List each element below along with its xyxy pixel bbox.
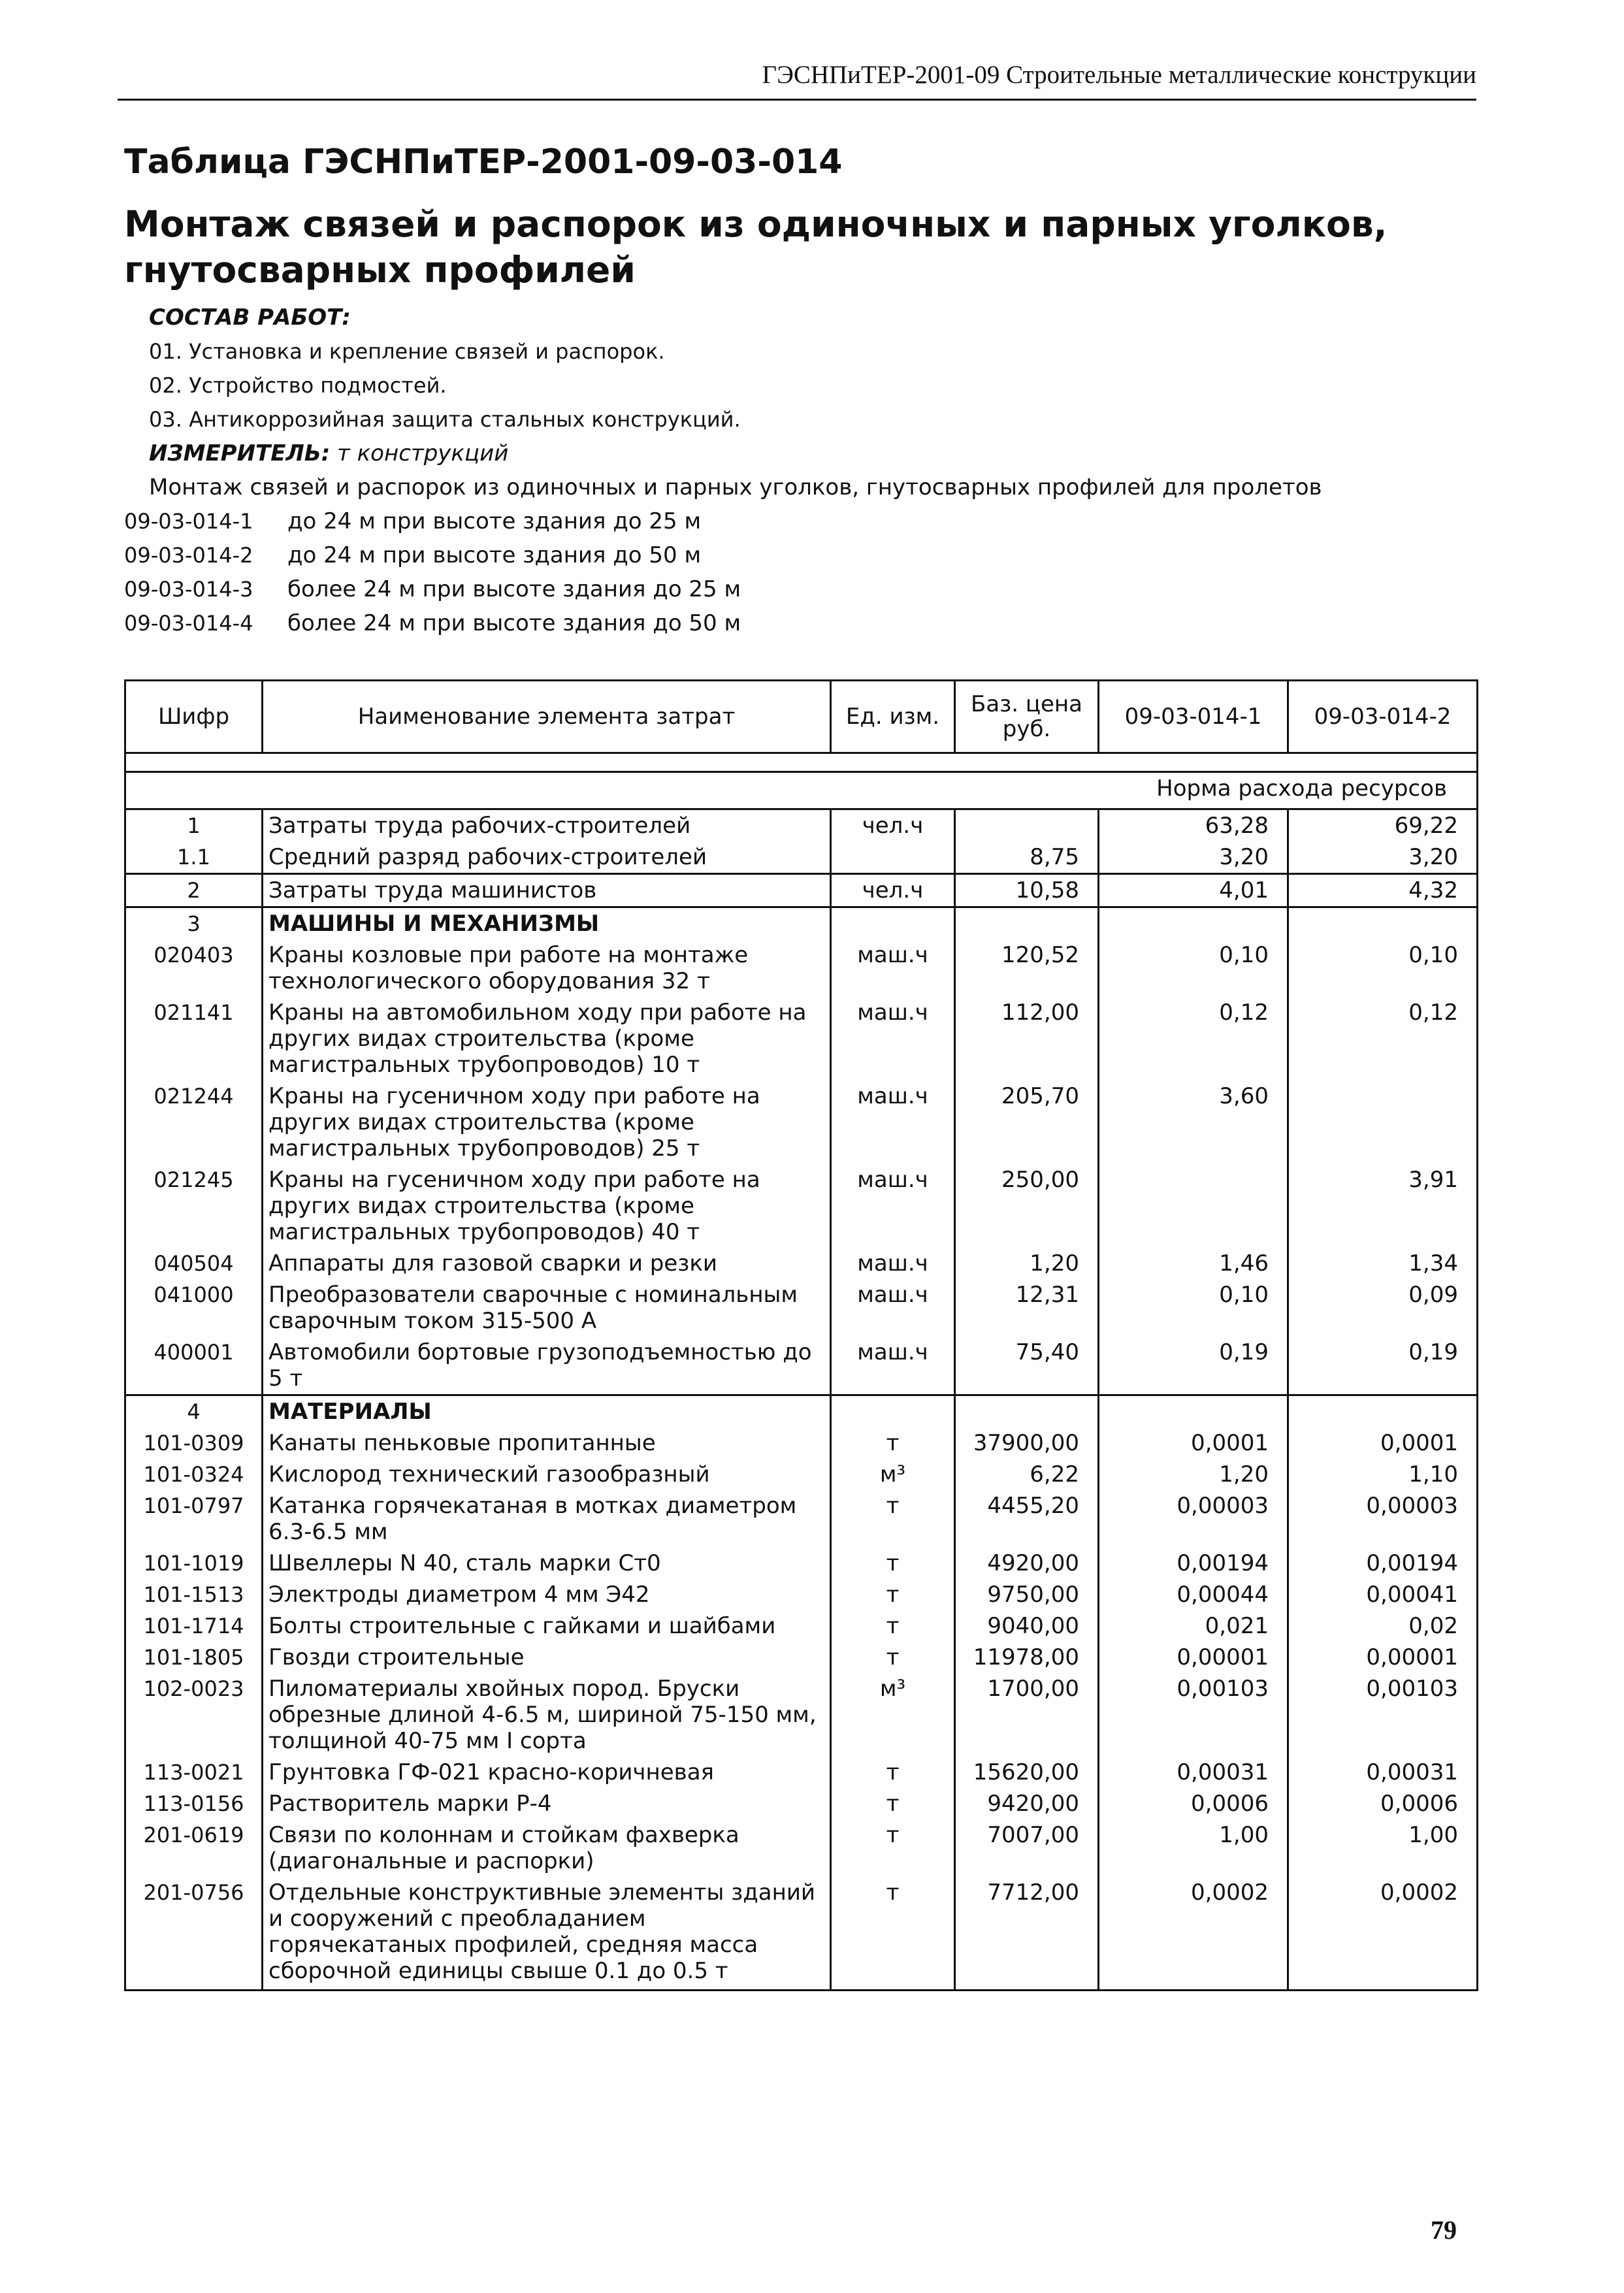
row-code: 101-1019 xyxy=(125,1548,263,1579)
row-unit: маш.ч xyxy=(831,1337,955,1395)
row-value-variant-1: 0,021 xyxy=(1099,1610,1288,1642)
row-value-variant-2: 0,0002 xyxy=(1288,1877,1478,1991)
row-value-variant-2: 1,34 xyxy=(1288,1248,1478,1279)
row-name: Краны на автомобильном ходу при работе на других видах строительства (кроме магистральных трубопроводов) 10 т xyxy=(263,997,831,1081)
row-value-variant-2: 4,32 xyxy=(1288,874,1478,907)
row-value-variant-2: 3,20 xyxy=(1288,841,1478,874)
row-unit: маш.ч xyxy=(831,1248,955,1279)
table-row xyxy=(125,1877,1478,1991)
row-code: 020403 xyxy=(125,939,263,997)
table-title: Таблица ГЭСНПиТЕР-2001-09-03-014 xyxy=(124,142,843,182)
row-price: 112,00 xyxy=(955,997,1099,1081)
variant-code: 09-03-014-4 xyxy=(124,611,253,636)
row-price xyxy=(955,907,1099,940)
row-name: Гвозди строительные xyxy=(263,1642,831,1673)
row-value-variant-1: 0,0006 xyxy=(1099,1788,1288,1819)
row-value-variant-2: 0,02 xyxy=(1288,1610,1478,1642)
row-value-variant-2: 69,22 xyxy=(1288,809,1478,842)
row-price: 9040,00 xyxy=(955,1610,1099,1642)
row-price: 4455,20 xyxy=(955,1490,1099,1548)
row-unit: т xyxy=(831,1788,955,1819)
row-code: 021245 xyxy=(125,1164,263,1248)
row-value-variant-1: 0,00103 xyxy=(1099,1673,1288,1757)
row-price: 10,58 xyxy=(955,874,1099,907)
row-name: Болты строительные с гайками и шайбами xyxy=(263,1610,831,1642)
row-name: Канаты пеньковые пропитанные xyxy=(263,1427,831,1459)
table-row xyxy=(125,809,1478,842)
row-value-variant-2: 0,00103 xyxy=(1288,1673,1478,1757)
variant-line xyxy=(124,504,1476,538)
row-value-variant-2: 0,00031 xyxy=(1288,1757,1478,1788)
row-value-variant-1: 0,00001 xyxy=(1099,1642,1288,1673)
row-name: Средний разряд рабочих-строителей xyxy=(263,841,831,874)
row-code: 101-0309 xyxy=(125,1427,263,1459)
row-unit: т xyxy=(831,1610,955,1642)
table-row xyxy=(125,1164,1478,1248)
row-value-variant-2: 0,10 xyxy=(1288,939,1478,997)
variant-text: более 24 м при высоте здания до 25 м xyxy=(287,576,741,602)
row-value-variant-2: 0,00001 xyxy=(1288,1642,1478,1673)
table-row xyxy=(125,1427,1478,1459)
row-value-variant-2: 0,0001 xyxy=(1288,1427,1478,1459)
row-unit: т xyxy=(831,1490,955,1548)
variant-line xyxy=(124,572,1476,606)
row-price: 7007,00 xyxy=(955,1819,1099,1877)
norm-label: Норма расхода ресурсов xyxy=(125,772,1478,809)
resources-table xyxy=(124,679,1478,1991)
row-code: 101-1714 xyxy=(125,1610,263,1642)
row-value-variant-2: 1,10 xyxy=(1288,1459,1478,1490)
variant-code: 09-03-014-1 xyxy=(124,509,253,534)
row-value-variant-1: 0,00031 xyxy=(1099,1757,1288,1788)
row-value-variant-1: 0,12 xyxy=(1099,997,1288,1081)
row-name: Автомобили бортовые грузоподъемностью до 5 т xyxy=(263,1337,831,1395)
header-cell-unit: Ед. изм. xyxy=(831,681,955,753)
row-name: МАШИНЫ И МЕХАНИЗМЫ xyxy=(263,907,831,940)
row-code: 021244 xyxy=(125,1081,263,1164)
row-value-variant-1: 63,28 xyxy=(1099,809,1288,842)
table-spacer-row xyxy=(125,753,1478,772)
row-name: Преобразователи сварочные с номинальным сварочным током 315-500 А xyxy=(263,1279,831,1337)
row-value-variant-1: 0,00003 xyxy=(1099,1490,1288,1548)
row-unit: маш.ч xyxy=(831,939,955,997)
row-value-variant-1: 3,60 xyxy=(1099,1081,1288,1164)
table-row xyxy=(125,1337,1478,1395)
row-unit: чел.ч xyxy=(831,874,955,907)
row-name: Кислород технический газообразный xyxy=(263,1459,831,1490)
table-row xyxy=(125,1248,1478,1279)
row-name: Краны на гусеничном ходу при работе на других видах строительства (кроме магистральных трубопроводов) 25 т xyxy=(263,1081,831,1164)
row-name: Аппараты для газовой сварки и резки xyxy=(263,1248,831,1279)
row-price: 1700,00 xyxy=(955,1673,1099,1757)
meter-line xyxy=(124,436,1476,470)
row-value-variant-2: 0,09 xyxy=(1288,1279,1478,1337)
row-code: 021141 xyxy=(125,997,263,1081)
row-price: 8,75 xyxy=(955,841,1099,874)
row-code: 041000 xyxy=(125,1279,263,1337)
row-name: Краны на гусеничном ходу при работе на других видах строительства (кроме магистральных трубопроводов) 40 т xyxy=(263,1164,831,1248)
row-value-variant-2: 1,00 xyxy=(1288,1819,1478,1877)
running-header: ГЭСНПиТЕР-2001-09 Строительные металлические конструкции xyxy=(118,60,1476,101)
row-value-variant-2 xyxy=(1288,1081,1478,1164)
row-value-variant-2: 0,19 xyxy=(1288,1337,1478,1395)
row-value-variant-2 xyxy=(1288,1395,1478,1428)
meter-value: т конструкций xyxy=(337,440,509,466)
row-price: 1,20 xyxy=(955,1248,1099,1279)
row-value-variant-1: 4,01 xyxy=(1099,874,1288,907)
row-unit xyxy=(831,1395,955,1428)
row-value-variant-1: 1,20 xyxy=(1099,1459,1288,1490)
row-price: 9750,00 xyxy=(955,1579,1099,1610)
table-row xyxy=(125,997,1478,1081)
table-row xyxy=(125,1395,1478,1428)
row-value-variant-1: 0,0002 xyxy=(1099,1877,1288,1991)
row-code: 201-0756 xyxy=(125,1877,263,1991)
table-row xyxy=(125,1081,1478,1164)
row-price: 9420,00 xyxy=(955,1788,1099,1819)
row-code: 1.1 xyxy=(125,841,263,874)
variant-code: 09-03-014-2 xyxy=(124,543,253,568)
header-cell-code: Шифр xyxy=(125,681,263,753)
table-row xyxy=(125,1610,1478,1642)
row-name: Электроды диаметром 4 мм Э42 xyxy=(263,1579,831,1610)
row-price: 7712,00 xyxy=(955,1877,1099,1991)
table-row xyxy=(125,1279,1478,1337)
row-unit: т xyxy=(831,1427,955,1459)
heading-line-1: Монтаж связей и распорок из одиночных и парных уголков, xyxy=(124,203,1388,245)
row-code: 040504 xyxy=(125,1248,263,1279)
table-row xyxy=(125,1673,1478,1757)
row-value-variant-1 xyxy=(1099,1164,1288,1248)
row-name: Швеллеры N 40, сталь марки Ст0 xyxy=(263,1548,831,1579)
row-code: 102-0023 xyxy=(125,1673,263,1757)
row-unit: маш.ч xyxy=(831,1279,955,1337)
row-value-variant-1: 0,19 xyxy=(1099,1337,1288,1395)
row-value-variant-1: 0,10 xyxy=(1099,1279,1288,1337)
table-row xyxy=(125,1788,1478,1819)
row-value-variant-1 xyxy=(1099,1395,1288,1428)
table-header-row xyxy=(125,681,1478,753)
variant-text: до 24 м при высоте здания до 25 м xyxy=(287,508,702,534)
row-price: 15620,00 xyxy=(955,1757,1099,1788)
row-value-variant-2: 0,0006 xyxy=(1288,1788,1478,1819)
row-code: 113-0156 xyxy=(125,1788,263,1819)
norm-row xyxy=(125,772,1478,809)
variant-line xyxy=(124,606,1476,640)
row-name: Связи по колоннам и стойкам фахверка (диагональные и распорки) xyxy=(263,1819,831,1877)
row-price: 37900,00 xyxy=(955,1427,1099,1459)
row-name: Затраты труда рабочих-строителей xyxy=(263,809,831,842)
row-value-variant-1: 0,0001 xyxy=(1099,1427,1288,1459)
variant-code: 09-03-014-3 xyxy=(124,577,253,602)
row-unit: чел.ч xyxy=(831,809,955,842)
row-code: 400001 xyxy=(125,1337,263,1395)
work-item: 02. Устройство подмостей. xyxy=(149,373,447,398)
row-price: 250,00 xyxy=(955,1164,1099,1248)
row-code: 101-0324 xyxy=(125,1459,263,1490)
header-cell-variant-2: 09-03-014-2 xyxy=(1288,681,1478,753)
row-unit: м³ xyxy=(831,1673,955,1757)
row-value-variant-1: 0,00194 xyxy=(1099,1548,1288,1579)
row-unit: т xyxy=(831,1819,955,1877)
row-value-variant-2: 0,12 xyxy=(1288,997,1478,1081)
table-row xyxy=(125,907,1478,940)
heading-line-2: гнутосварных профилей xyxy=(124,249,636,291)
row-unit: маш.ч xyxy=(831,997,955,1081)
row-unit: маш.ч xyxy=(831,1164,955,1248)
table-row xyxy=(125,1642,1478,1673)
row-value-variant-2: 0,00003 xyxy=(1288,1490,1478,1548)
row-code: 2 xyxy=(125,874,263,907)
variant-text: до 24 м при высоте здания до 50 м xyxy=(287,542,702,568)
row-code: 101-1805 xyxy=(125,1642,263,1673)
meter-label: ИЗМЕРИТЕЛЬ: xyxy=(149,440,331,466)
table-row xyxy=(125,939,1478,997)
row-price: 120,52 xyxy=(955,939,1099,997)
row-value-variant-2: 0,00194 xyxy=(1288,1548,1478,1579)
row-value-variant-1: 0,00044 xyxy=(1099,1579,1288,1610)
row-unit: т xyxy=(831,1757,955,1788)
table-row xyxy=(125,1819,1478,1877)
row-code: 101-1513 xyxy=(125,1579,263,1610)
row-unit: т xyxy=(831,1877,955,1991)
spacer-cell xyxy=(125,753,1478,772)
row-name: Затраты труда машинистов xyxy=(263,874,831,907)
row-code: 101-0797 xyxy=(125,1490,263,1548)
row-price xyxy=(955,809,1099,842)
header-cell-price: Баз. цена руб. xyxy=(955,681,1099,753)
row-value-variant-1 xyxy=(1099,907,1288,940)
row-unit: т xyxy=(831,1642,955,1673)
row-unit xyxy=(831,907,955,940)
row-value-variant-2: 3,91 xyxy=(1288,1164,1478,1248)
row-unit: т xyxy=(831,1579,955,1610)
row-unit xyxy=(831,841,955,874)
row-name: Грунтовка ГФ-021 красно-коричневая xyxy=(263,1757,831,1788)
row-price: 11978,00 xyxy=(955,1642,1099,1673)
row-unit: маш.ч xyxy=(831,1081,955,1164)
table-row xyxy=(125,841,1478,874)
row-unit: м³ xyxy=(831,1459,955,1490)
row-unit: т xyxy=(831,1548,955,1579)
row-price: 205,70 xyxy=(955,1081,1099,1164)
table-heading xyxy=(124,201,1388,293)
row-value-variant-2 xyxy=(1288,907,1478,940)
row-code: 1 xyxy=(125,809,263,842)
work-description xyxy=(124,301,1476,640)
row-value-variant-1: 1,00 xyxy=(1099,1819,1288,1877)
row-name: МАТЕРИАЛЫ xyxy=(263,1395,831,1428)
row-code: 113-0021 xyxy=(125,1757,263,1788)
row-price xyxy=(955,1395,1099,1428)
table-row xyxy=(125,1548,1478,1579)
row-code: 4 xyxy=(125,1395,263,1428)
variant-line xyxy=(124,538,1476,572)
row-name: Растворитель марки Р-4 xyxy=(263,1788,831,1819)
row-name: Отдельные конструктивные элементы зданий и сооружений с преобладанием горячекатаных профилей, средняя масса сборочной единицы свыше 0.1 до 0.5 т xyxy=(263,1877,831,1991)
table-row xyxy=(125,1490,1478,1548)
row-value-variant-1: 1,46 xyxy=(1099,1248,1288,1279)
row-price: 4920,00 xyxy=(955,1548,1099,1579)
variant-text: более 24 м при высоте здания до 50 м xyxy=(287,610,741,636)
table-row xyxy=(125,874,1478,907)
row-value-variant-1: 0,10 xyxy=(1099,939,1288,997)
row-name: Катанка горячекатаная в мотках диаметром 6.3-6.5 мм xyxy=(263,1490,831,1548)
row-value-variant-1: 3,20 xyxy=(1099,841,1288,874)
work-item: 01. Установка и крепление связей и распорок. xyxy=(149,339,665,364)
table-row xyxy=(125,1579,1478,1610)
header-cell-variant-1: 09-03-014-1 xyxy=(1099,681,1288,753)
work-item: 03. Антикоррозийная защита стальных конструкций. xyxy=(149,407,741,432)
row-price: 75,40 xyxy=(955,1337,1099,1395)
row-value-variant-2: 0,00041 xyxy=(1288,1579,1478,1610)
work-composition-label: СОСТАВ РАБОТ: xyxy=(149,304,351,331)
table-row xyxy=(125,1459,1478,1490)
row-code: 201-0619 xyxy=(125,1819,263,1877)
row-price: 12,31 xyxy=(955,1279,1099,1337)
header-cell-name: Наименование элемента затрат xyxy=(263,681,831,753)
row-price: 6,22 xyxy=(955,1459,1099,1490)
row-name: Краны козловые при работе на монтаже технологического оборудования 32 т xyxy=(263,939,831,997)
table-row xyxy=(125,1757,1478,1788)
page-number: 79 xyxy=(1431,2215,1457,2245)
row-name: Пиломатериалы хвойных пород. Бруски обрезные длиной 4-6.5 м, шириной 75-150 мм, толщиной 40-75 мм I сорта xyxy=(263,1673,831,1757)
row-code: 3 xyxy=(125,907,263,940)
intro-text: Монтаж связей и распорок из одиночных и парных уголков, гнутосварных профилей для пролетов xyxy=(149,474,1322,500)
